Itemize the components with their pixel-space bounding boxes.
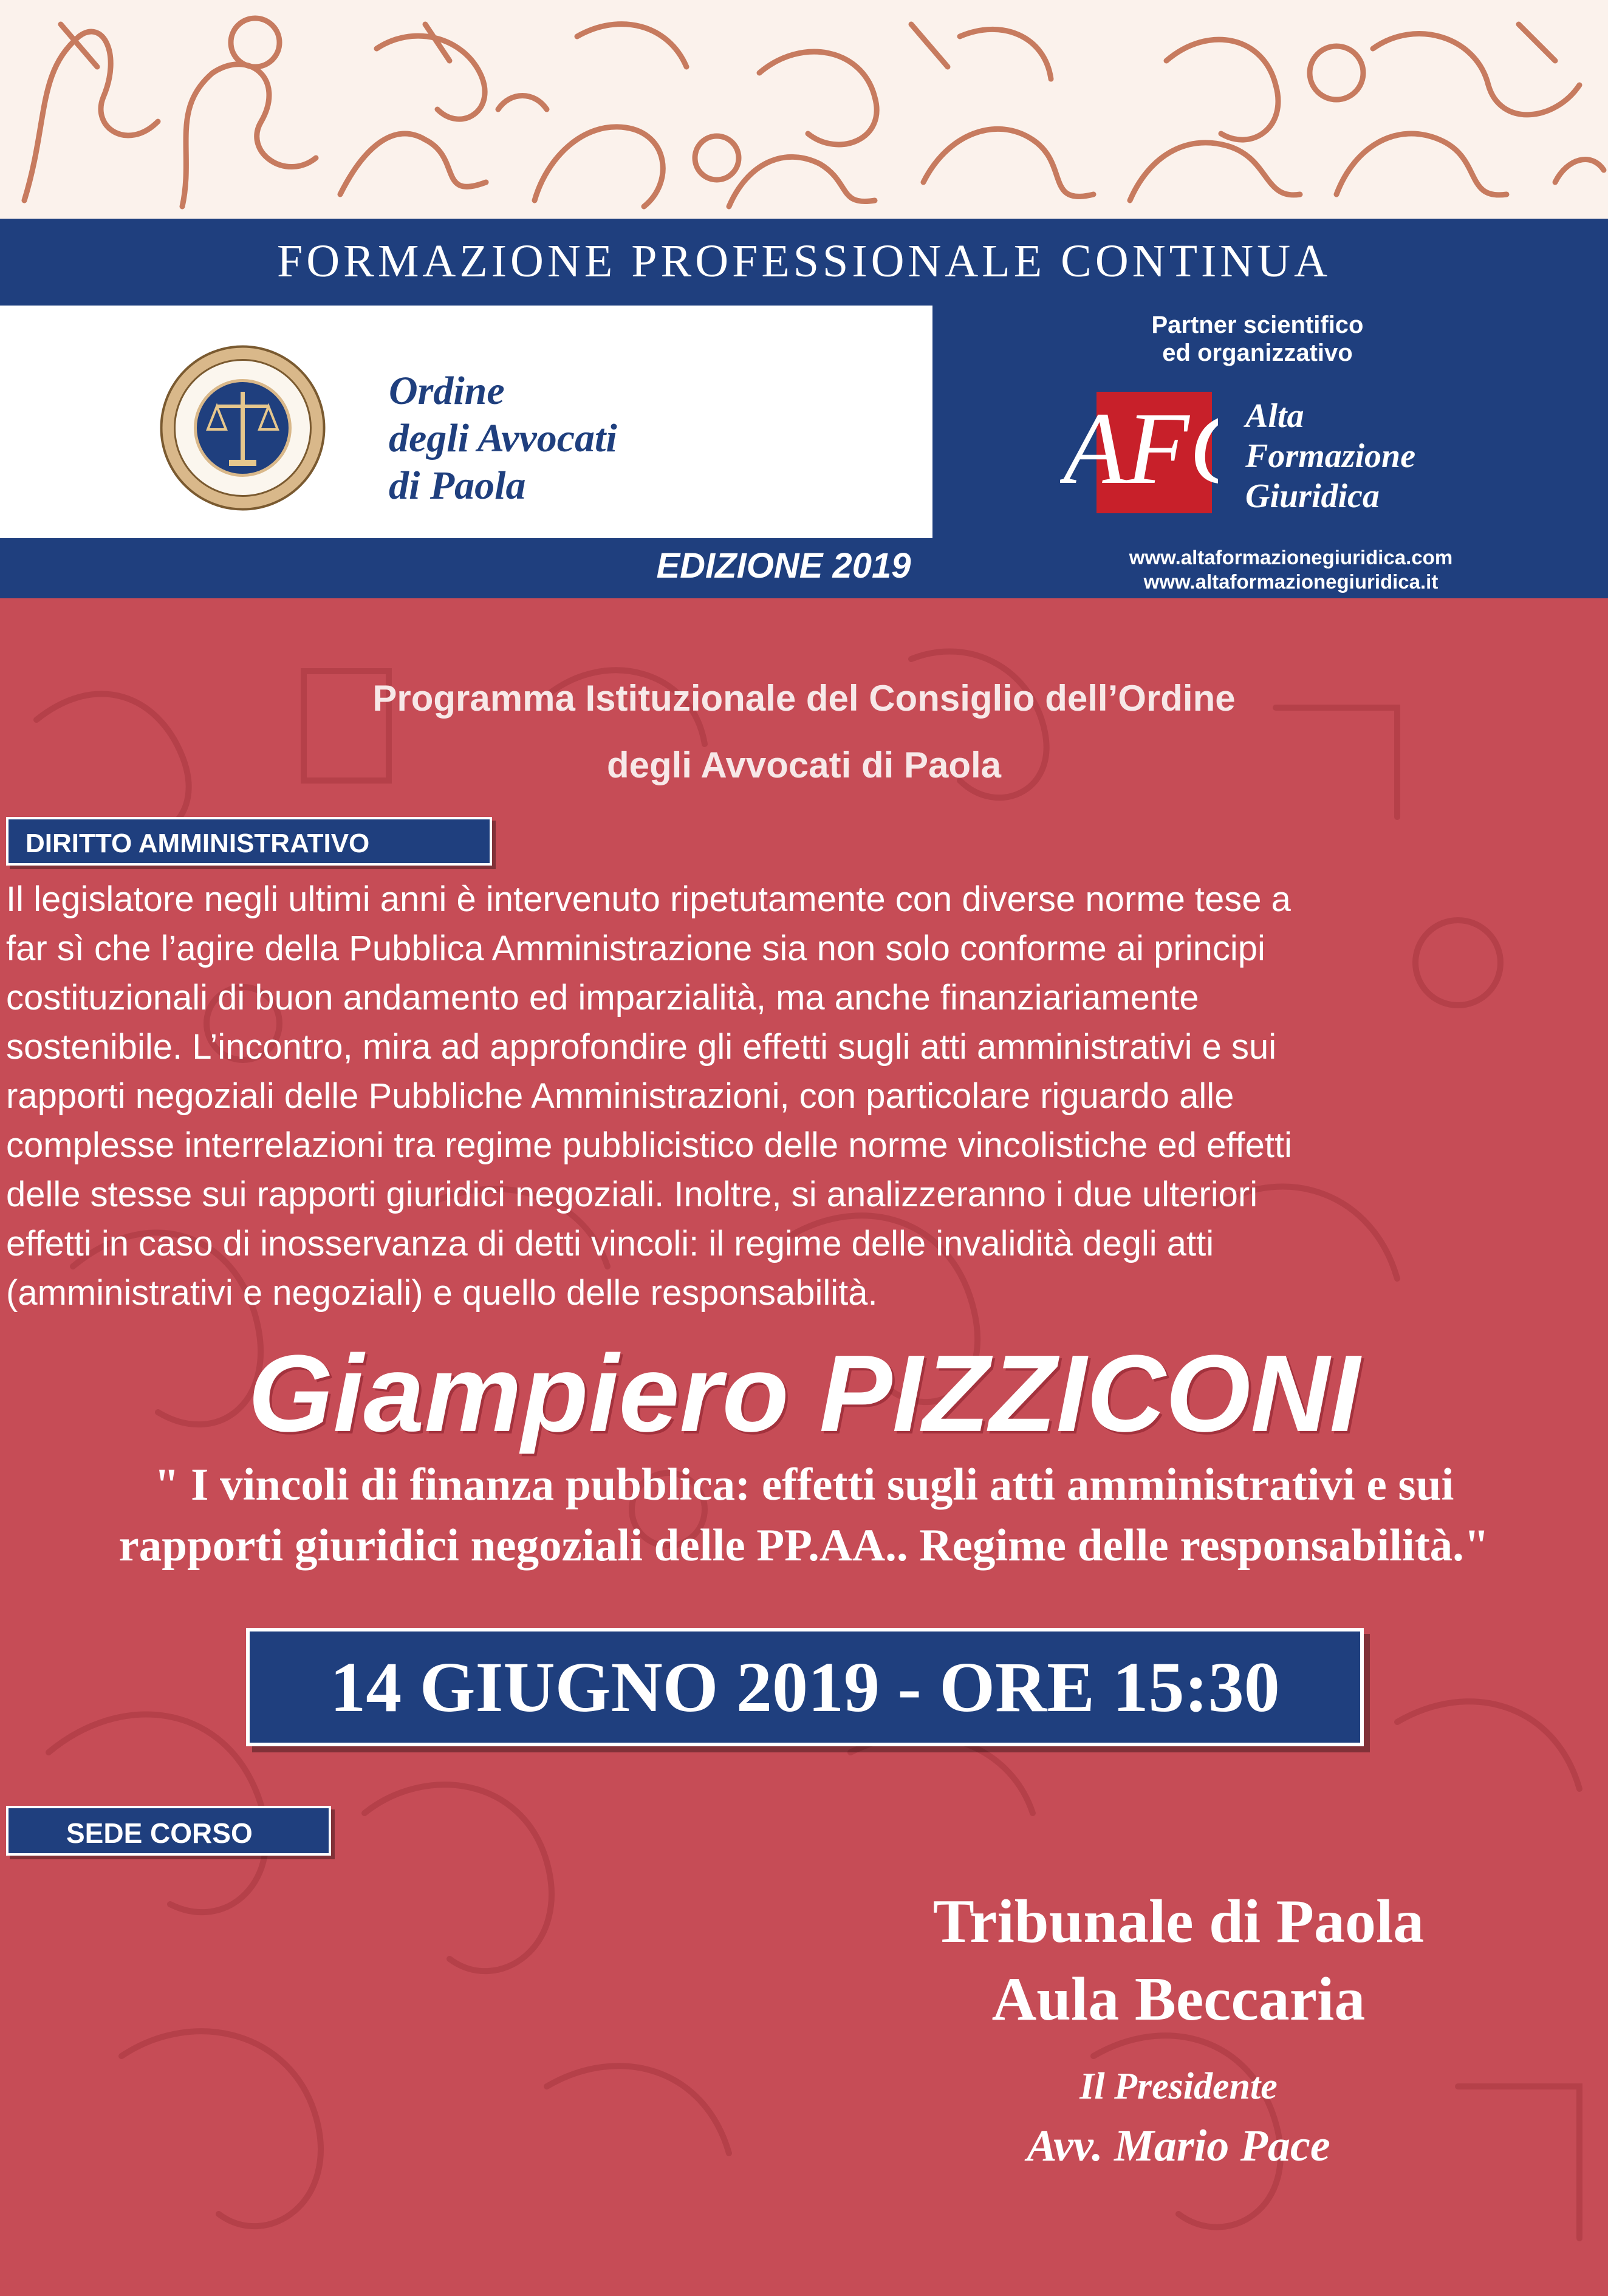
programme-heading-line: degli Avvocati di Paola	[606, 745, 1002, 785]
description-line: Il legislatore negli ultimi anni è intervenuto ripetutamente con diverse norme tese a	[6, 880, 1291, 919]
partner-name-line: Alta	[1245, 397, 1304, 435]
description-line: sostenibile. L’incontro, mira ad approfondire gli effetti sugli atti amministrativi e sui	[6, 1027, 1277, 1067]
speaker-name: Giampiero PIZZICONI	[248, 1333, 1360, 1455]
ordine-name-line: di Paola	[389, 463, 526, 508]
ordine-seal	[159, 344, 326, 511]
banner-title: FORMAZIONE PROFESSIONALE CONTINUA	[277, 236, 1331, 287]
venue	[765, 1883, 1592, 2038]
description-line: effetti in caso di inosservanza di detti vincoli: il regime delle invalidità degli atti	[6, 1224, 1214, 1263]
programme-heading	[0, 665, 1608, 799]
course-description	[6, 875, 1604, 1317]
partner-urls	[1060, 545, 1522, 594]
partner-caption-line: Partner scientifico	[1151, 312, 1364, 338]
description-line: far sì che l’agire della Pubblica Amministrazione sia non solo conforme ai principi	[6, 929, 1265, 968]
description-line: costituzionali di buon andamento ed imparzialità, ma anche finanziariamente	[6, 978, 1199, 1017]
scales-of-justice-icon	[159, 344, 326, 511]
partner-caption	[1051, 311, 1464, 367]
edition-label: EDIZIONE 2019	[656, 546, 911, 586]
talk-title	[0, 1455, 1608, 1576]
partner-url[interactable]: www.altaformazionegiuridica.com	[1129, 546, 1453, 569]
ordine-name	[389, 367, 814, 510]
venue-line: Tribunale di Paola	[932, 1887, 1425, 1956]
president-role: Il Presidente	[1079, 2066, 1278, 2107]
partner-url[interactable]: www.altaformazionegiuridica.it	[1143, 570, 1439, 593]
event-date-time: 14 GIUGNO 2019 - ORE 15:30	[246, 1628, 1364, 1746]
description-line: delle stesse sui rapporti giuridici negoziali. Inoltre, si analizzeranno i due ulteriori	[6, 1175, 1258, 1214]
ordine-name-line: Ordine	[389, 369, 505, 413]
afg-logo	[1060, 380, 1218, 516]
programme-heading-line: Programma Istituzionale del Consiglio dell’Ordine	[372, 678, 1236, 719]
category-tag: DIRITTO AMMINISTRATIVO	[6, 817, 492, 866]
venue-tag: SEDE CORSO	[6, 1806, 331, 1856]
partner-name	[1245, 396, 1500, 516]
afg-logo-mark	[1060, 380, 1218, 516]
sketch-drawing	[0, 0, 1608, 219]
ordine-name-line: degli Avvocati	[389, 416, 617, 460]
partner-name-line: Formazione	[1245, 437, 1416, 475]
venue-line: Aula Beccaria	[991, 1965, 1366, 2034]
talk-title-line: " I vincoli di finanza pubblica: effetti sugli atti amministrativi e sui	[154, 1460, 1454, 1510]
partner-caption-line: ed organizzativo	[1162, 340, 1353, 366]
description-line: complesse interrelazioni tra regime pubblicistico delle norme vincolistiche ed effetti	[6, 1126, 1292, 1165]
afg-letters: AF	[1063, 391, 1189, 505]
talk-title-line: rapporti giuridici negoziali delle PP.AA.. Regime delle responsabilità."	[118, 1520, 1490, 1571]
partner-name-line: Giuridica	[1245, 477, 1380, 515]
president-name: Avv. Mario Pace	[1027, 2121, 1330, 2171]
description-line: (amministrativi e negoziali) e quello delle responsabilità.	[6, 1273, 878, 1313]
description-line: rapporti negoziali delle Pubbliche Amministrazioni, con particolare riguardo alle	[6, 1076, 1234, 1116]
top-decorative-artwork	[0, 0, 1608, 219]
